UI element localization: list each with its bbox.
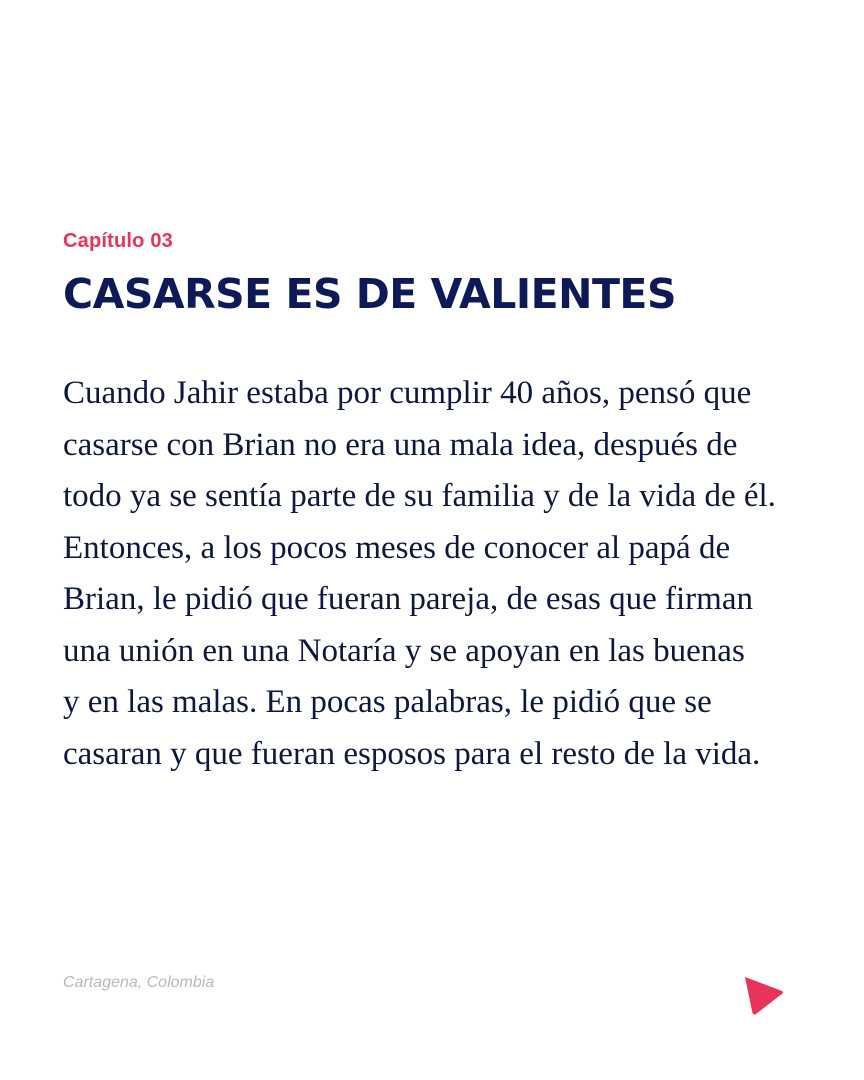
body-line: Brian, le pidió que fueran pareja, de esas que firman: [63, 581, 753, 617]
body-line: todo ya se sentía parte de su familia y de la vida de él.: [63, 478, 776, 514]
chapter-label: Capítulo 03: [63, 230, 173, 252]
body-paragraph: [63, 368, 833, 780]
body-line: casarse con Brian no era una mala idea, después de: [63, 426, 738, 463]
play-triangle-icon-graphic: [740, 972, 786, 1018]
location-caption: Cartagena, Colombia: [63, 974, 215, 991]
body-line: una unión en una Notaría y se apoyan en las buenas: [63, 632, 745, 669]
body-line: Entonces, a los pocos meses de conocer al papá de: [63, 529, 731, 566]
play-triangle-icon[interactable]: [740, 972, 786, 1018]
body-line: y en las malas. En pocas palabras, le pidió que se: [63, 684, 712, 720]
body-line: casaran y que fueran esposos para el resto de la vida.: [63, 735, 761, 772]
chapter-title: CASARSE ES DE VALIENTES: [63, 270, 676, 318]
body-line: Cuando Jahir estaba por cumplir 40 años, pensó que: [63, 375, 752, 411]
